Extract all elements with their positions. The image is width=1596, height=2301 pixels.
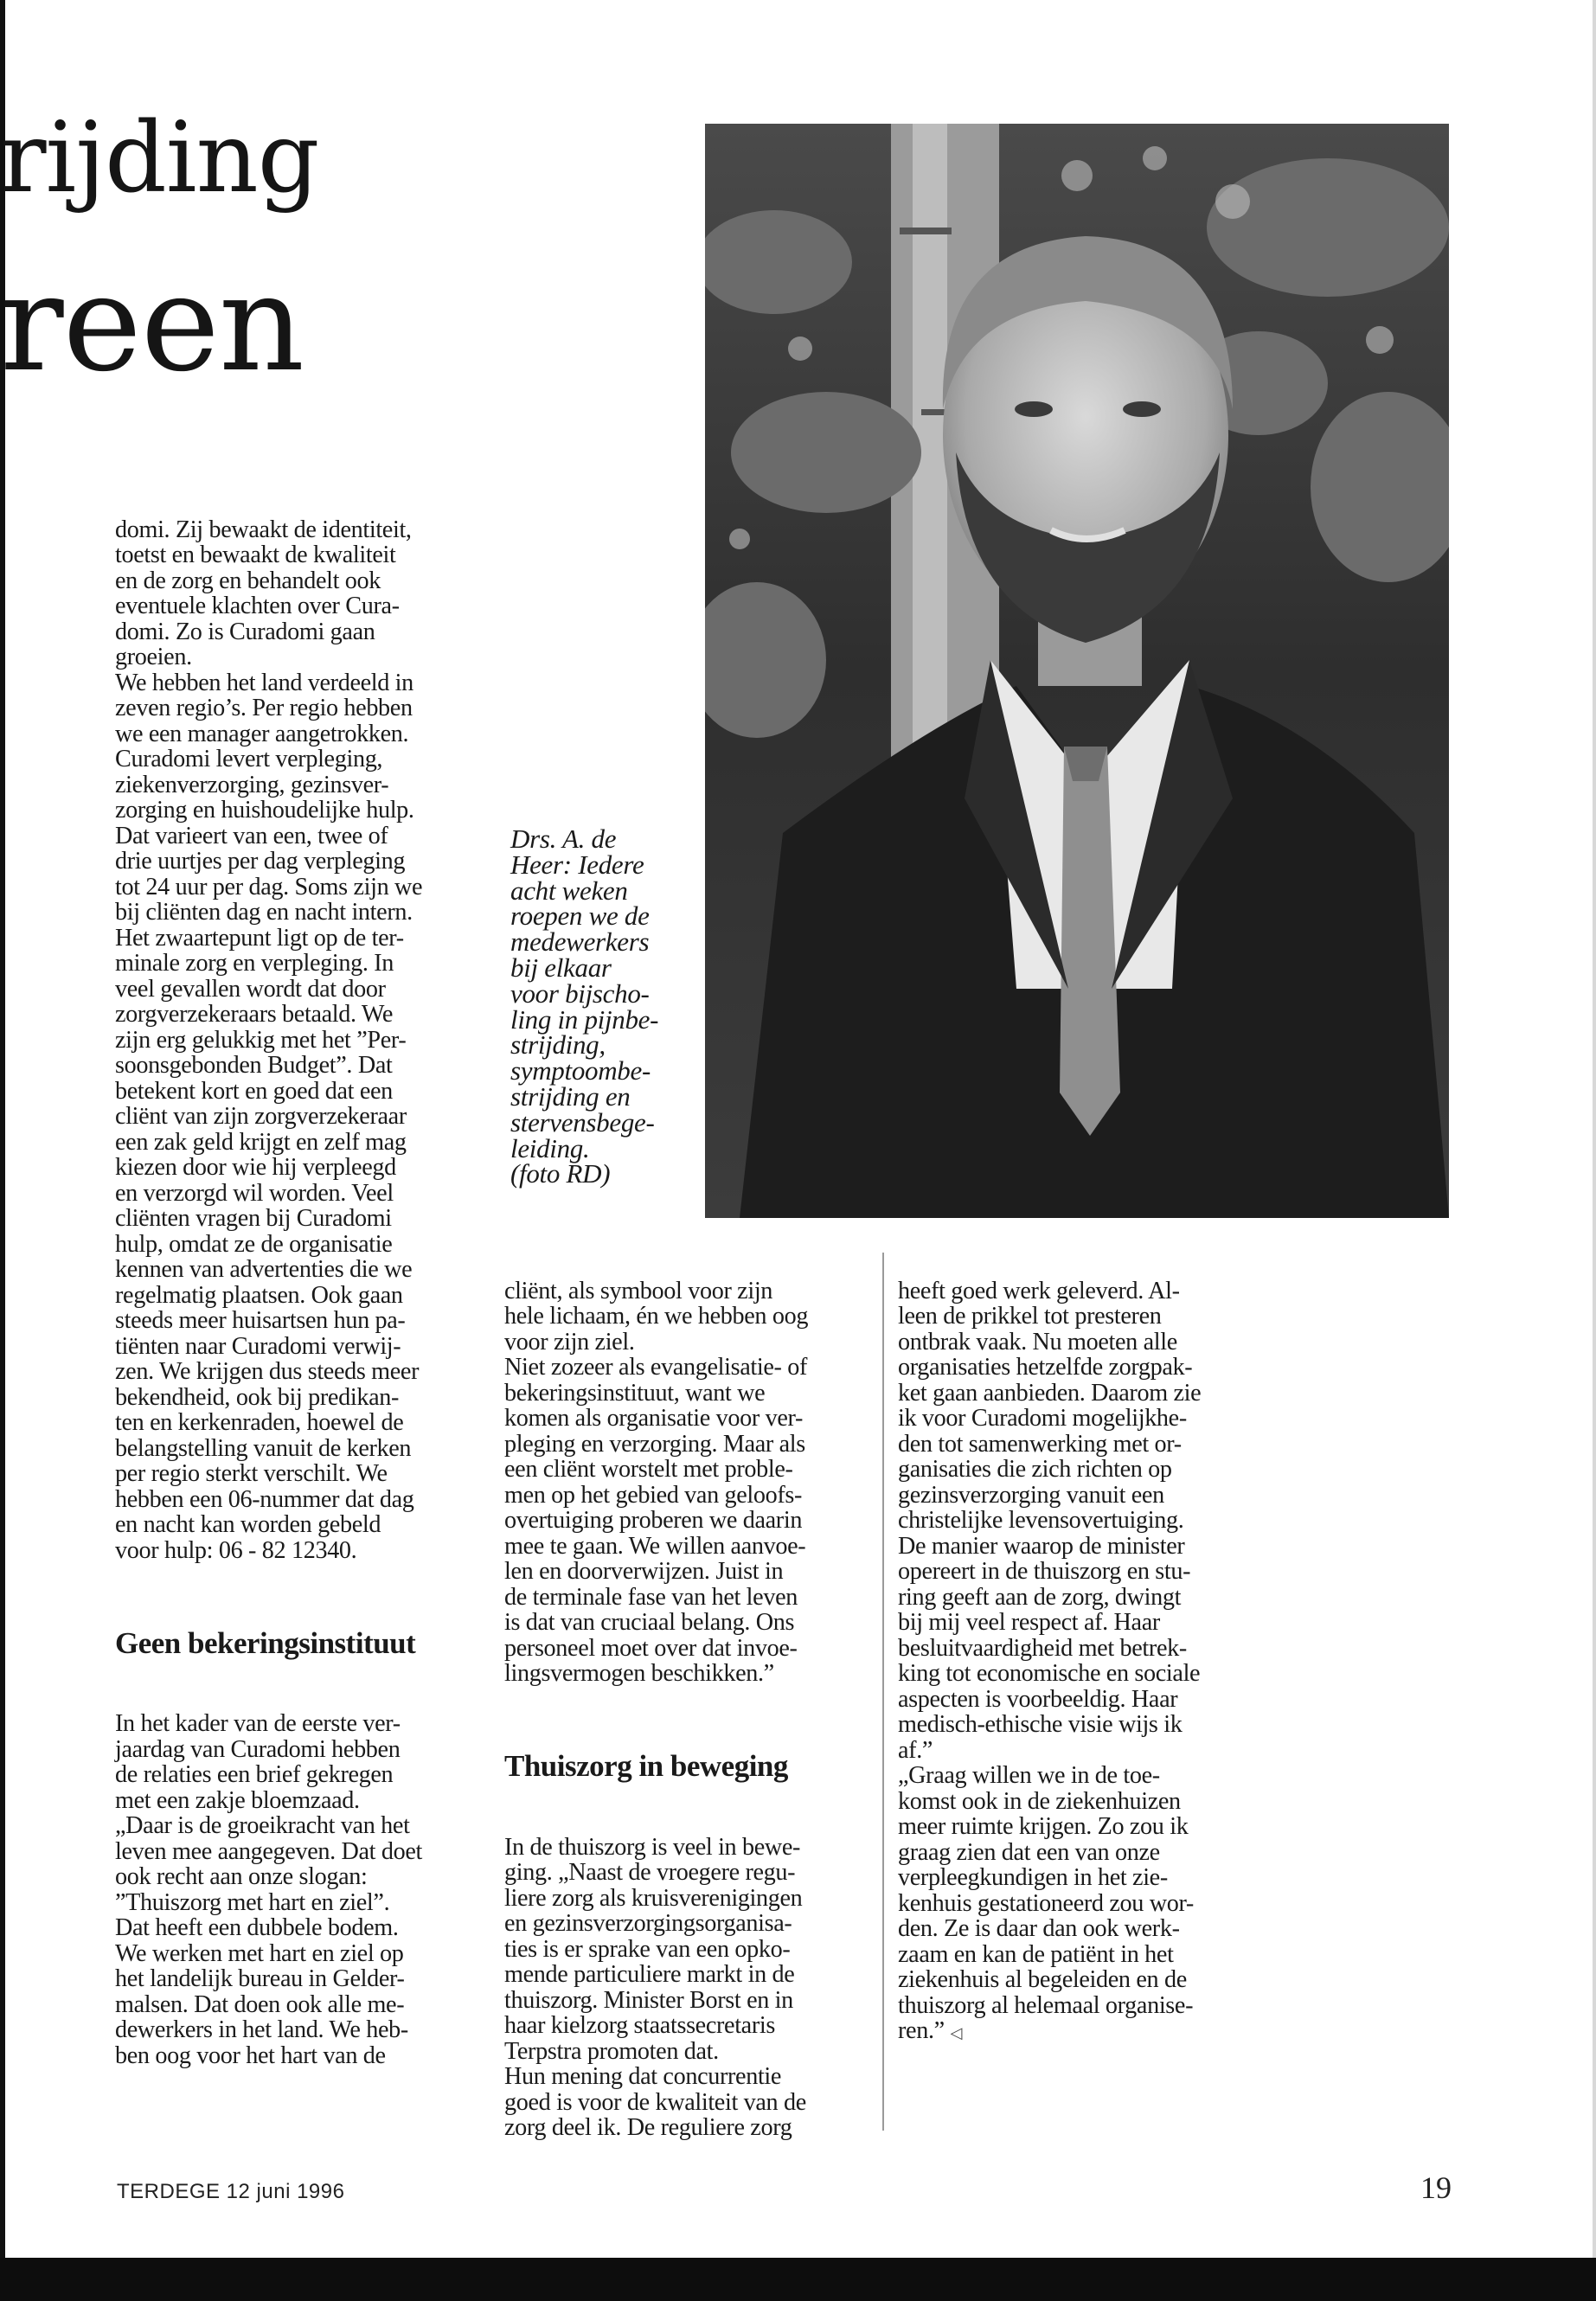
person-portrait-icon [705,124,1449,1218]
column-divider [882,1253,884,2131]
column-1-paragraph-2: In het kader van de eerste ver- jaardag van Curadomi hebben de relaties een brief gekregen met een zakje bloemzaad. „Daar is de groeikracht van het leven mee aangegeven. Dat doet ook recht aan onze slogan: ”Thuiszorg met hart en ziel”. Dat heeft een dubbele bodem. We werken met hart en ziel op het landelijk bureau in Gelder- malsen. Dat doen ook alle me- dewerkers in het land. We heb- ben oog voor het hart van de [115,1710,422,2069]
scan-edge-bottom [0,2258,1596,2301]
end-of-article-icon: ◁ [950,2024,963,2041]
footer-publication: TERDEGE 12 juni 1996 [117,2180,345,2203]
section-heading-thuiszorg-in-beweging: Thuiszorg in beweging [504,1749,788,1783]
column-2-paragraph-2: In de thuiszorg is veel in bewe- ging. „Naast de vroegere regu- liere zorg als kruisverenigingen en gezinsverzorgingsorganisa- ties is er sprake van een opko- mende particuliere markt in de thuiszorg. Minister Borst en in haar kielzorg staatssecretaris Terpstra promoten dat. Hun mening dat concurrentie goed is voor de kwaliteit van de zorg deel ik. De reguliere zorg [504,1833,806,2141]
article-column-2 [504,1253,868,2166]
article-column-1 [115,491,478,2094]
column-3-paragraph-1 [898,1279,1261,2047]
article-column-3 [898,1253,1261,2072]
section-heading-geen-bekeringsinstituut: Geen bekeringsinstituut [115,1625,416,1660]
scan-edge-right [1593,0,1596,2301]
column-2-paragraph-1: cliënt, als symbool voor zijn hele lichaam, én we hebben oog voor zijn ziel. Niet zozeer als evangelisatie- of bekeringsinstituut, want we komen als organisatie voor ver- pleging en verzorging. Maar als een cliënt worstelt met proble- men op het gebied van geloofs- overtuiging proberen we daarin mee te gaan. We willen aanvoe- len en doorverwijzen. Juist in de terminale fase van het leven is dat van cruciaal belang. Ons personeel moet over dat invoe- lingsvermogen beschikken.” [504,1277,809,1687]
headline-line-1: rijding [0,102,319,215]
portrait-photo [705,124,1449,1218]
headline-line-2: reen [0,251,304,398]
photo-caption: Drs. A. de Heer: Iedere acht weken roepen we de medewerkers bij elkaar voor bijscho- ling in pijnbe- strijding, symptoombe- strijding en stervensbege- leiding. (foto RD) [510,824,659,1189]
column-3-text: heeft goed werk geleverd. Al- leen de prikkel tot presteren ontbrak vaak. Nu moeten alle organisaties hetzelfde zorgpak- ket gaan aanbieden. Daarom zie ik voor Curadomi mogelijkhe- den tot samenwerking met or- ganisaties die zich richten op gezinsverzorging vanuit een christelijke levensovertuiging. De manier waarop de minister opereert in de thuiszorg en stu- ring geeft aan de zorg, dwingt bij mij veel respect af. Haar besluitvaardigheid met betrek- king tot economische en sociale aspecten is voorbeeldig. Haar medisch-ethische visie wijs ik af.” „Graag willen we in de toe- komst ook in de ziekenhuizen meer ruimte krijgen. Zo zou ik graag zien dat een van onze verpleegkundigen in het zie- kenhuis gestationeerd zou wor- den. Ze is daar dan ook werk- zaam en kan de patiënt in het ziekenhuis al begeleiden en de thuiszorg al helemaal organise- ren.” [898,1277,1202,2044]
page-number: 19 [1420,2170,1452,2205]
column-1-paragraph-1: domi. Zij bewaakt de identiteit, toetst en bewaakt de kwaliteit en de zorg en behandelt ook eventuele klachten over Cura- domi. Zo is Curadomi gaan groeien. We hebben het land verdeeld in zeven regio’s. Per regio hebben we een manager aangetrokken. Curadomi levert verpleging, ziekenverzorging, gezinsver- zorging en huishoudelijke hulp. Dat varieert van een, twee of drie uurtjes per dag verpleging tot 24 uur per dag. Soms zijn we bij cliënten dag en nacht intern. Het zwaartepunt ligt op de ter- minale zorg en verpleging. In veel gevallen wordt dat door zorgverzekeraars betaald. We zijn erg gelukkig met het ”Per- soonsgebonden Budget”. Dat betekent kort en goed dat een cliënt van zijn zorgverzekeraar een zak geld krijgt en zelf mag kiezen door wie hij verpleegd en verzorgd wil worden. Veel cliënten vragen bij Curadomi hulp, omdat ze de organisatie kennen van advertenties die we regelmatig plaatsen. Ook gaan steeds meer huisartsen hun pa- tiënten naar Curadomi verwij- zen. We krijgen dus steeds meer bekendheid, ook bij predikan- ten en kerkenraden, hoewel de belangstelling vanuit de kerken per regio sterkt verschilt. We hebben een 06-nummer dat dag en nacht kan worden gebeld voor hulp: 06 - 82 12340. [115,516,423,1564]
